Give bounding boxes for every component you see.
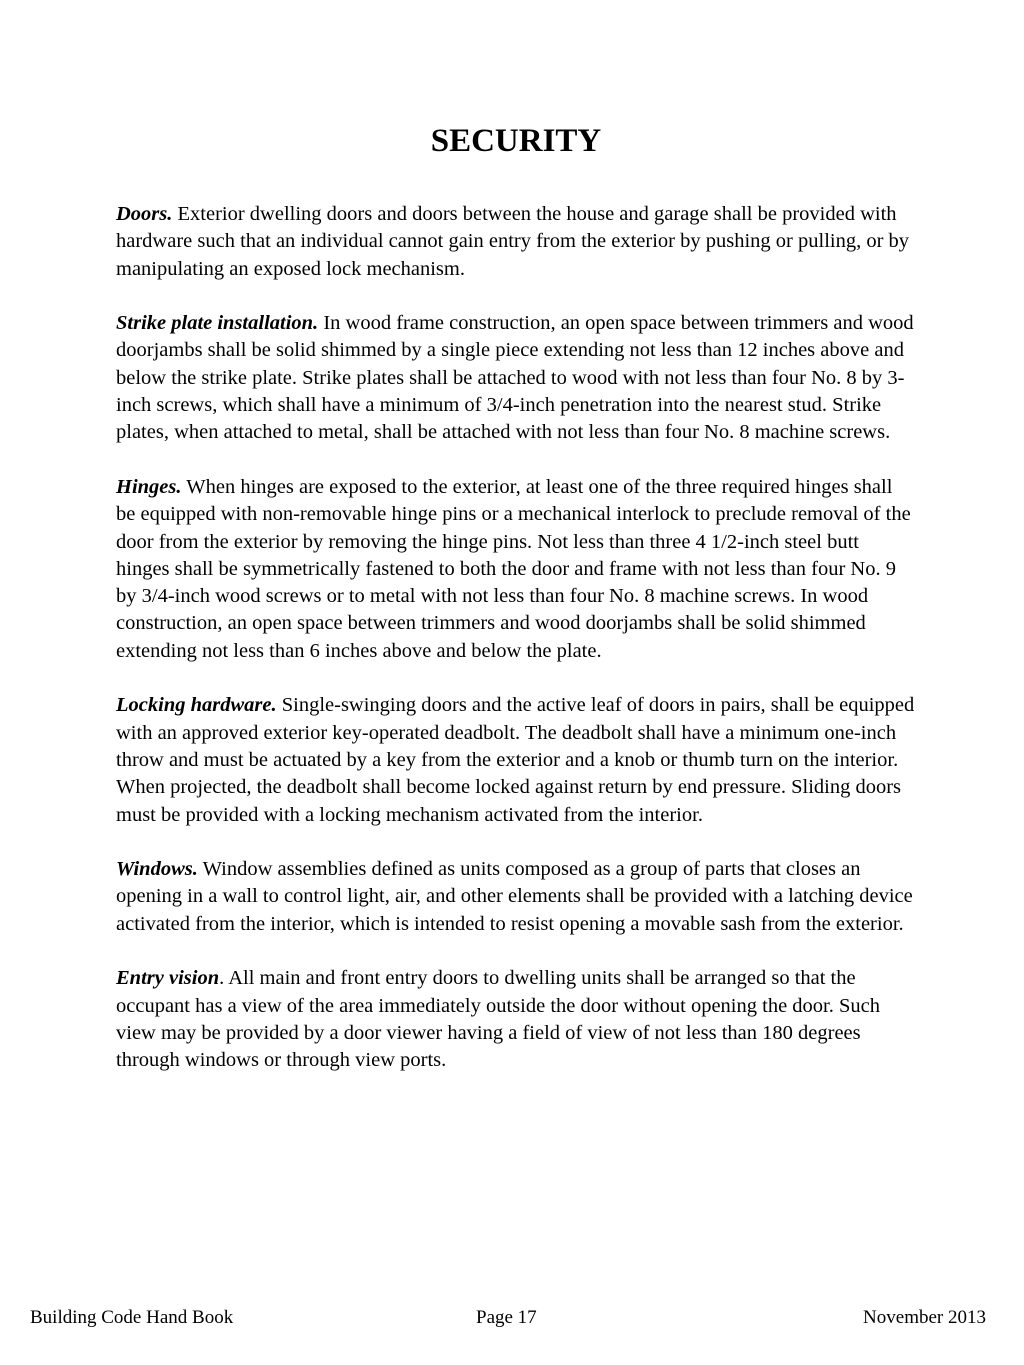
section-term: Entry vision — [116, 967, 220, 990]
footer-page-number: Page 17 — [476, 1307, 537, 1328]
section-hinges — [116, 474, 916, 665]
section-term: Locking hardware. — [116, 694, 277, 717]
section-text: Exterior dwelling doors and doors between the house and garage shall be provided with hardware such that an individual cannot gain entry from the exterior by pushing or pulling, or by manipulating an exposed lock mechanism. — [116, 203, 910, 280]
section-term: Doors. — [116, 203, 173, 225]
section-windows — [116, 856, 916, 938]
section-strike-plate-installation — [116, 310, 916, 446]
section-text: Window assemblies defined as units composed as a group of parts that closes an opening in a wall to control light, air, and other elements shall be provided with a latching device activated from the interior, which is intended to resist opening a movable sash from the exterior. — [116, 858, 913, 935]
footer-document-title: Building Code Hand Book — [30, 1307, 234, 1328]
section-locking-hardware — [116, 692, 916, 828]
footer-date: November 2013 — [863, 1307, 986, 1328]
page-title: SECURITY — [430, 123, 602, 159]
section-term: Hinges. — [116, 475, 182, 498]
page-footer — [0, 1305, 1024, 1331]
section-text: Single-swinging doors and the active leaf of doors in pairs, shall be equipped with an approved exterior key-operated deadbolt. The deadbolt shall have a minimum one-inch throw and must be actuated by a key from the exterior and a knob or thumb turn on the interior. When projected, the deadbolt shall become locked against return by end pressure. Sliding doors must be provided with a locking mechanism activated from the interior. — [116, 694, 915, 826]
section-text: In wood frame construction, an open space between trimmers and wood doorjambs shall be solid shimmed by a single piece extending not less than 12 inches above and below the strike plate. Strike plates shall be attached to wood with not less than four No. 8 by 3-inch screws, which shall have a minimum of 3/4-inch penetration into the nearest stud. Strike plates, when attached to metal, shall be attached with not less than four No. 8 machine screws. — [116, 312, 914, 444]
section-text: . All main and front entry doors to dwelling units shall be arranged so that the occupant has a view of the area immediately outside the door without opening the door. Such view may be provided by a door viewer having a field of view of not less than 180 degrees through windows or through view ports. — [116, 967, 880, 1072]
section-text: When hinges are exposed to the exterior, at least one of the three required hinges shall be equipped with non-removable hinge pins or a mechanical interlock to preclude removal of the door from the exterior by removing the hinge pins. Not less than three 4 1/2-inch steel butt hinges shall be symmetrically fastened to both the door and frame with not less than four No. 9 by 3/4-inch wood screws or to metal with not less than four No. 8 machine screws. In wood construction, an open space between trimmers and wood doorjambs shall be solid shimmed extending not less than 6 inches above and below the plate. — [116, 475, 911, 662]
document-body — [116, 201, 916, 1102]
section-doors — [116, 201, 916, 283]
section-term: Windows. — [116, 858, 198, 881]
section-term: Strike plate installation. — [116, 312, 319, 335]
section-entry-vision — [116, 965, 916, 1074]
